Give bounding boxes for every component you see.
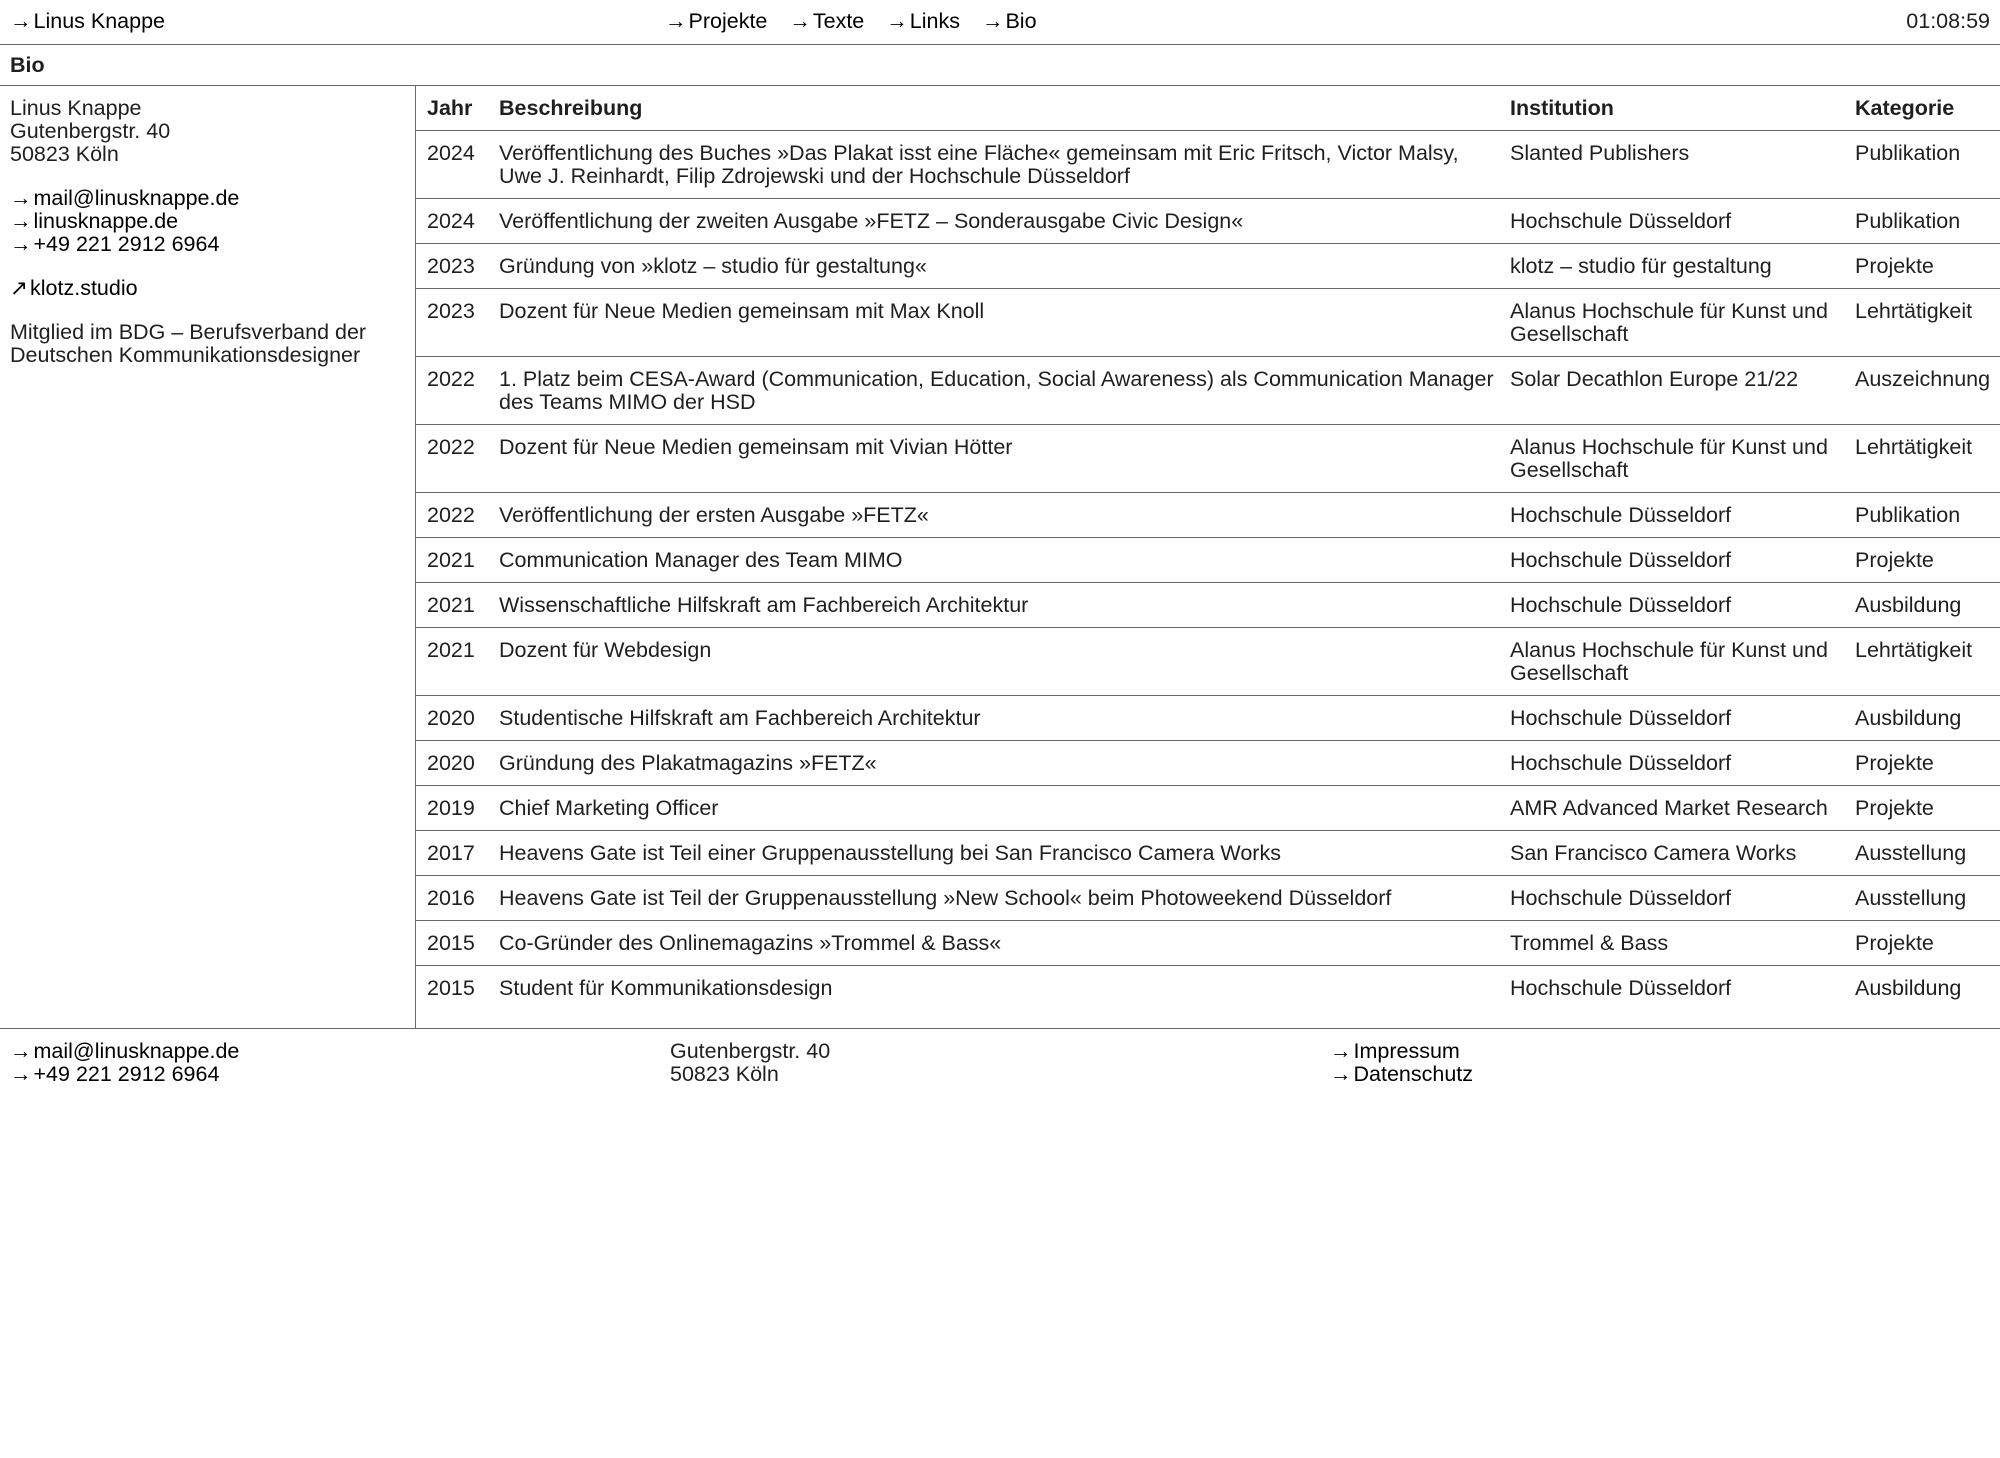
header-year: Jahr (416, 86, 499, 131)
contact-street: Gutenbergstr. 40 (10, 119, 171, 143)
cell-description: Gründung von »klotz – studio für gestaltung« (499, 244, 1510, 289)
studio-block (10, 277, 405, 300)
cell-category: Projekte (1855, 786, 2000, 831)
table-row (416, 831, 2000, 876)
cell-institution: Alanus Hochschule für Kunst und Gesellschaft (1510, 628, 1855, 696)
arrow-right-icon: → (10, 1039, 32, 1063)
arrow-right-icon: → (665, 9, 687, 33)
table-row (416, 538, 2000, 583)
nav-projekte[interactable]: →Projekte (665, 9, 768, 33)
cell-category: Auszeichnung (1855, 357, 2000, 425)
email-link[interactable]: →mail@linusknappe.de (10, 186, 240, 210)
cell-description: Veröffentlichung des Buches »Das Plakat isst eine Fläche« gemeinsam mit Eric Fritsch, Victor Malsy, Uwe J. Reinhardt, Filip Zdrojewski und der Hochschule Düsseldorf (499, 131, 1510, 199)
cell-description: Dozent für Neue Medien gemeinsam mit Vivian Hötter (499, 425, 1510, 493)
cell-description: Wissenschaftliche Hilfskraft am Fachbereich Architektur (499, 583, 1510, 628)
contact-links (10, 187, 405, 256)
table-row (416, 583, 2000, 628)
datenschutz-link[interactable]: →Datenschutz (1330, 1062, 1474, 1086)
cell-description: 1. Platz beim CESA-Award (Communication, Education, Social Awareness) als Communication Manager des Teams MIMO der HSD (499, 357, 1510, 425)
studio-link[interactable]: ↗klotz.studio (10, 276, 138, 300)
contact-city: 50823 Köln (10, 142, 119, 166)
cell-description: Communication Manager des Team MIMO (499, 538, 1510, 583)
table-row (416, 696, 2000, 741)
cell-institution: Hochschule Düsseldorf (1510, 876, 1855, 921)
cell-year: 2017 (416, 831, 499, 876)
bio-table (416, 86, 2000, 1010)
cell-description: Chief Marketing Officer (499, 786, 1510, 831)
arrow-right-icon: → (981, 9, 1004, 33)
cell-category: Publikation (1855, 493, 2000, 538)
cell-institution: Hochschule Düsseldorf (1510, 696, 1855, 741)
cell-description: Heavens Gate ist Teil einer Gruppenausstellung bei San Francisco Camera Works (499, 831, 1510, 876)
footer-street: Gutenbergstr. 40 (670, 1039, 831, 1063)
cell-description: Dozent für Neue Medien gemeinsam mit Max Knoll (499, 289, 1510, 357)
cell-institution: Solar Decathlon Europe 21/22 (1510, 357, 1855, 425)
website-link[interactable]: →linusknappe.de (10, 209, 179, 233)
cell-year: 2024 (416, 199, 499, 244)
table-row (416, 876, 2000, 921)
cell-institution: AMR Advanced Market Research (1510, 786, 1855, 831)
cell-institution: Alanus Hochschule für Kunst und Gesellschaft (1510, 425, 1855, 493)
home-label: Linus Knappe (33, 9, 165, 33)
arrow-right-icon: → (10, 1062, 32, 1086)
cell-category: Projekte (1855, 741, 2000, 786)
cell-description: Studentische Hilfskraft am Fachbereich Architektur (499, 696, 1510, 741)
cell-description: Veröffentlichung der zweiten Ausgabe »FETZ – Sonderausgabe Civic Design« (499, 199, 1510, 244)
footer-email-link[interactable]: →mail@linusknappe.de (10, 1039, 240, 1063)
cell-year: 2021 (416, 538, 499, 583)
cell-category: Projekte (1855, 921, 2000, 966)
cell-institution: klotz – studio für gestaltung (1510, 244, 1855, 289)
cell-institution: Slanted Publishers (1510, 131, 1855, 199)
table-header-row (416, 86, 2000, 131)
cell-year: 2024 (416, 131, 499, 199)
nav-bio[interactable]: →Bio (981, 9, 1037, 33)
cell-description: Veröffentlichung der ersten Ausgabe »FETZ« (499, 493, 1510, 538)
cell-category: Ausbildung (1855, 976, 1962, 1000)
membership-text: Mitglied im BDG – Berufsverband der Deutschen Kommunikationsdesigner (10, 320, 367, 367)
table-row (416, 244, 2000, 289)
cell-description: Co-Gründer des Onlinemagazins »Trommel & Bass« (499, 921, 1510, 966)
cell-year: 2015 (427, 976, 475, 1000)
table-row (416, 289, 2000, 357)
cell-year: 2021 (416, 628, 499, 696)
cell-category: Ausbildung (1855, 696, 2000, 741)
table-row (416, 199, 2000, 244)
cell-institution: Alanus Hochschule für Kunst und Gesellschaft (1510, 289, 1855, 357)
table-row (416, 921, 2000, 966)
footer-address (670, 1040, 830, 1086)
cell-category: Ausbildung (1855, 583, 2000, 628)
arrow-up-right-icon: ↗ (10, 276, 29, 300)
arrow-right-icon: → (789, 9, 811, 33)
arrow-right-icon: → (10, 9, 32, 33)
clock: 01:08:59 (1906, 9, 1990, 33)
main-nav (665, 10, 1037, 33)
phone-link[interactable]: →+49 221 2912 6964 (10, 232, 220, 256)
cell-year: 2021 (416, 583, 499, 628)
footer-phone-link[interactable]: →+49 221 2912 6964 (10, 1062, 220, 1086)
footer (0, 1029, 2000, 1109)
table-body (416, 131, 2000, 1011)
cell-year: 2023 (416, 244, 499, 289)
cell-category: Projekte (1855, 538, 2000, 583)
cell-category: Lehrtätigkeit (1855, 425, 2000, 493)
arrow-right-icon: → (10, 209, 32, 233)
bio-table-wrapper (416, 86, 2000, 1028)
home-link[interactable] (10, 10, 165, 33)
cell-institution: Hochschule Düsseldorf (1510, 493, 1855, 538)
contact-name: Linus Knappe (10, 96, 142, 120)
contact-sidebar (0, 86, 416, 1028)
address-block (10, 97, 405, 166)
cell-year: 2022 (416, 357, 499, 425)
table-row (416, 131, 2000, 199)
cell-institution: Hochschule Düsseldorf (1510, 538, 1855, 583)
table-row (416, 357, 2000, 425)
footer-contact (10, 1040, 239, 1086)
cell-institution: Hochschule Düsseldorf (1510, 583, 1855, 628)
table-row (416, 493, 2000, 538)
cell-category: Publikation (1855, 199, 2000, 244)
arrow-right-icon: → (886, 9, 908, 33)
footer-legal (1330, 1040, 1473, 1086)
cell-year: 2020 (416, 696, 499, 741)
footer-city: 50823 Köln (670, 1062, 779, 1086)
cell-category: Ausstellung (1855, 831, 2000, 876)
cell-category: Lehrtätigkeit (1855, 289, 2000, 357)
header-category: Kategorie (1855, 86, 2000, 131)
arrow-right-icon: → (1330, 1062, 1352, 1086)
table-row (416, 628, 2000, 696)
table-row (416, 966, 2000, 1011)
cell-description: Heavens Gate ist Teil der Gruppenausstellung »New School« beim Photoweekend Düsseldorf (499, 876, 1510, 921)
cell-category: Publikation (1855, 131, 2000, 199)
cell-year: 2022 (416, 425, 499, 493)
nav-links[interactable]: →Links (886, 9, 960, 33)
arrow-right-icon: → (10, 232, 32, 256)
cell-year: 2023 (416, 289, 499, 357)
table-row (416, 425, 2000, 493)
header-description: Beschreibung (499, 86, 1510, 131)
nav-texte[interactable]: →Texte (789, 9, 865, 33)
cell-institution: Hochschule Düsseldorf (1510, 199, 1855, 244)
cell-year: 2019 (416, 786, 499, 831)
page-title: Bio (0, 45, 2000, 86)
cell-institution: Trommel & Bass (1510, 921, 1855, 966)
cell-year: 2020 (416, 741, 499, 786)
cell-year: 2016 (416, 876, 499, 921)
cell-institution: Hochschule Düsseldorf (1510, 741, 1855, 786)
top-bar (0, 0, 2000, 45)
cell-institution: San Francisco Camera Works (1510, 831, 1855, 876)
arrow-right-icon: → (10, 186, 32, 210)
cell-category: Lehrtätigkeit (1855, 628, 2000, 696)
cell-category: Projekte (1855, 244, 2000, 289)
cell-description: Dozent für Webdesign (499, 628, 1510, 696)
main-content (0, 86, 2000, 1029)
cell-description: Student für Kommunikationsdesign (499, 976, 833, 1000)
header-institution: Institution (1510, 86, 1855, 131)
cell-year: 2015 (416, 921, 499, 966)
impressum-link[interactable]: →Impressum (1330, 1039, 1460, 1063)
arrow-right-icon: → (1330, 1039, 1352, 1063)
cell-category: Ausstellung (1855, 876, 2000, 921)
cell-institution: Hochschule Düsseldorf (1510, 976, 1732, 1000)
cell-description: Gründung des Plakatmagazins »FETZ« (499, 741, 1510, 786)
cell-year: 2022 (416, 493, 499, 538)
table-row (416, 741, 2000, 786)
table-row (416, 786, 2000, 831)
